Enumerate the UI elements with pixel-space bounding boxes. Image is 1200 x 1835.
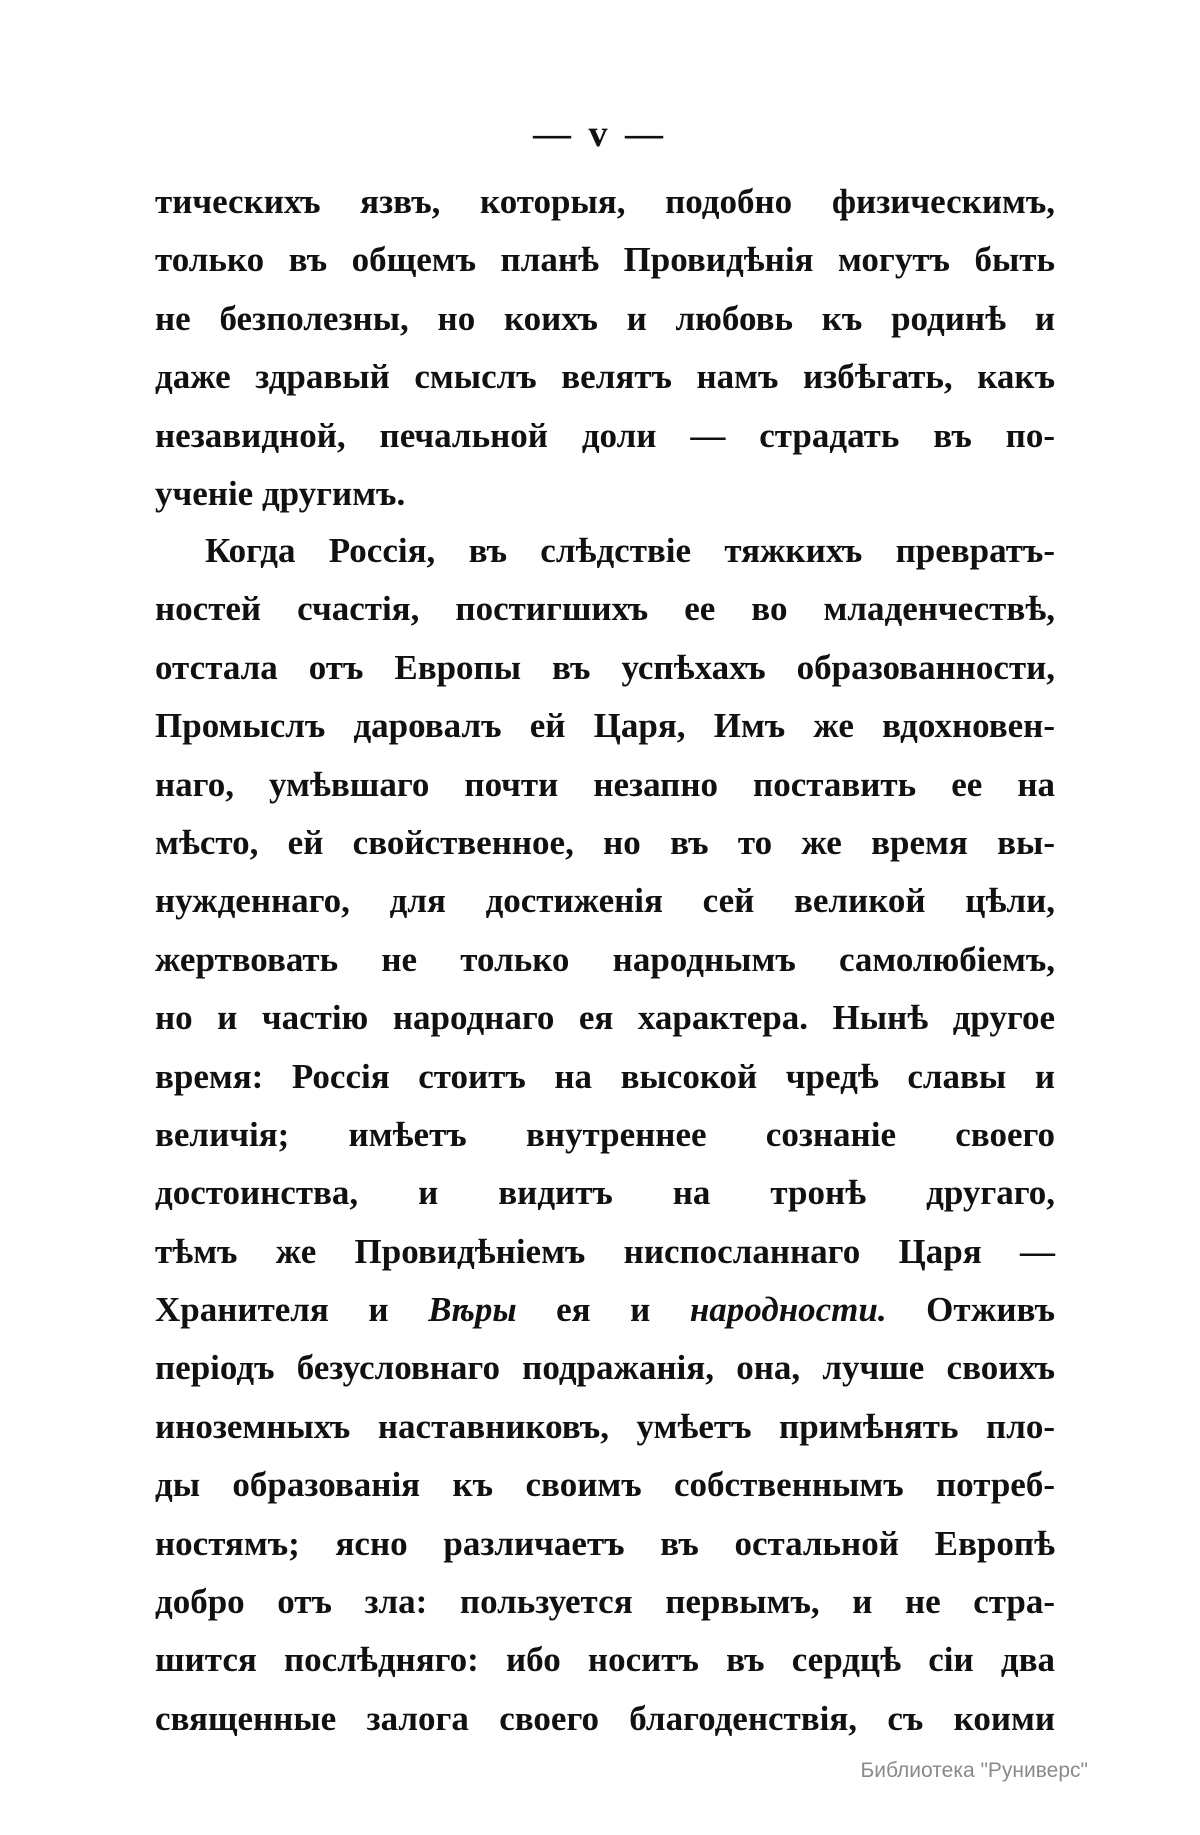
- text-line: достоинства, и видитъ на тронѣ другаго,: [155, 1173, 1055, 1213]
- library-watermark: Библиотека "Руниверс": [860, 1759, 1088, 1782]
- text-line: Промыслъ даровалъ ей Царя, Имъ же вдохновен-: [155, 706, 1055, 746]
- text-line: мѣсто, ей свойственное, но въ то же время вы-: [155, 822, 1055, 862]
- text-line: священные залога своего благоденствія, съ коими: [155, 1698, 1055, 1738]
- text-line: незавидной, печальной доли — страдать въ по-: [155, 415, 1055, 455]
- text-line: жертвовать не только народнымъ самолюбіемъ,: [155, 939, 1055, 979]
- text-line: Когда Россія, въ слѣдствіе тяжкихъ превратъ-: [205, 531, 1055, 570]
- text-line: ды образованія къ своимъ собственнымъ потреб-: [155, 1465, 1055, 1505]
- text-line: даже здравый смыслъ велятъ намъ избѣгать, какъ: [155, 357, 1055, 397]
- text-segment: Отживъ: [886, 1290, 1055, 1330]
- text-line: но и частію народнаго ея характера. Нынѣ другое: [155, 998, 1055, 1038]
- italic-word-nationality: народности.: [689, 1290, 887, 1330]
- text-line: величія; имѣетъ внутреннее сознаніе своего: [155, 1114, 1055, 1154]
- text-line: тѣмъ же Провидѣніемъ ниспосланнаго Царя —: [155, 1231, 1055, 1271]
- text-line: время: Россія стоитъ на высокой чредѣ славы и: [155, 1056, 1055, 1096]
- italic-word-faith: Вѣры: [428, 1290, 517, 1330]
- text-line: нужденнаго, для достиженія сей великой цѣли,: [155, 881, 1055, 921]
- text-line: шится послѣдняго: ибо носитъ въ сердцѣ сіи два: [155, 1640, 1055, 1680]
- text-line: наго, умѣвшаго почти незапно поставить ее на: [155, 764, 1055, 804]
- text-line: ностей счастія, постигшихъ ее во младенчествѣ,: [155, 589, 1055, 629]
- text-line-with-italics: [155, 1281, 1055, 1339]
- text-line: ностямъ; ясно различаетъ въ остальной Европѣ: [155, 1523, 1055, 1563]
- text-line: отстала отъ Европы въ успѣхахъ образованности,: [155, 647, 1055, 687]
- text-line: добро отъ зла: пользуется первымъ, и не стра-: [155, 1582, 1055, 1622]
- text-line: ученіе другимъ.: [155, 473, 406, 513]
- text-line: только въ общемъ планѣ Провидѣнія могутъ быть: [155, 240, 1055, 280]
- page-number-header: — v —: [533, 113, 667, 155]
- paragraph-2: [155, 522, 1055, 1748]
- paragraph-1: [155, 173, 1055, 523]
- text-segment: ея и: [516, 1290, 690, 1330]
- text-line: иноземныхъ наставниковъ, умѣетъ примѣнять пло-: [155, 1406, 1055, 1446]
- text-line: не безполезны, но коихъ и любовь къ родинѣ и: [155, 298, 1055, 338]
- text-segment: Хранителя и: [155, 1290, 429, 1330]
- text-line: періодъ безусловнаго подражанія, она, лучше своихъ: [155, 1348, 1055, 1388]
- text-line: тическихъ язвъ, которыя, подобно физическимъ,: [155, 182, 1055, 221]
